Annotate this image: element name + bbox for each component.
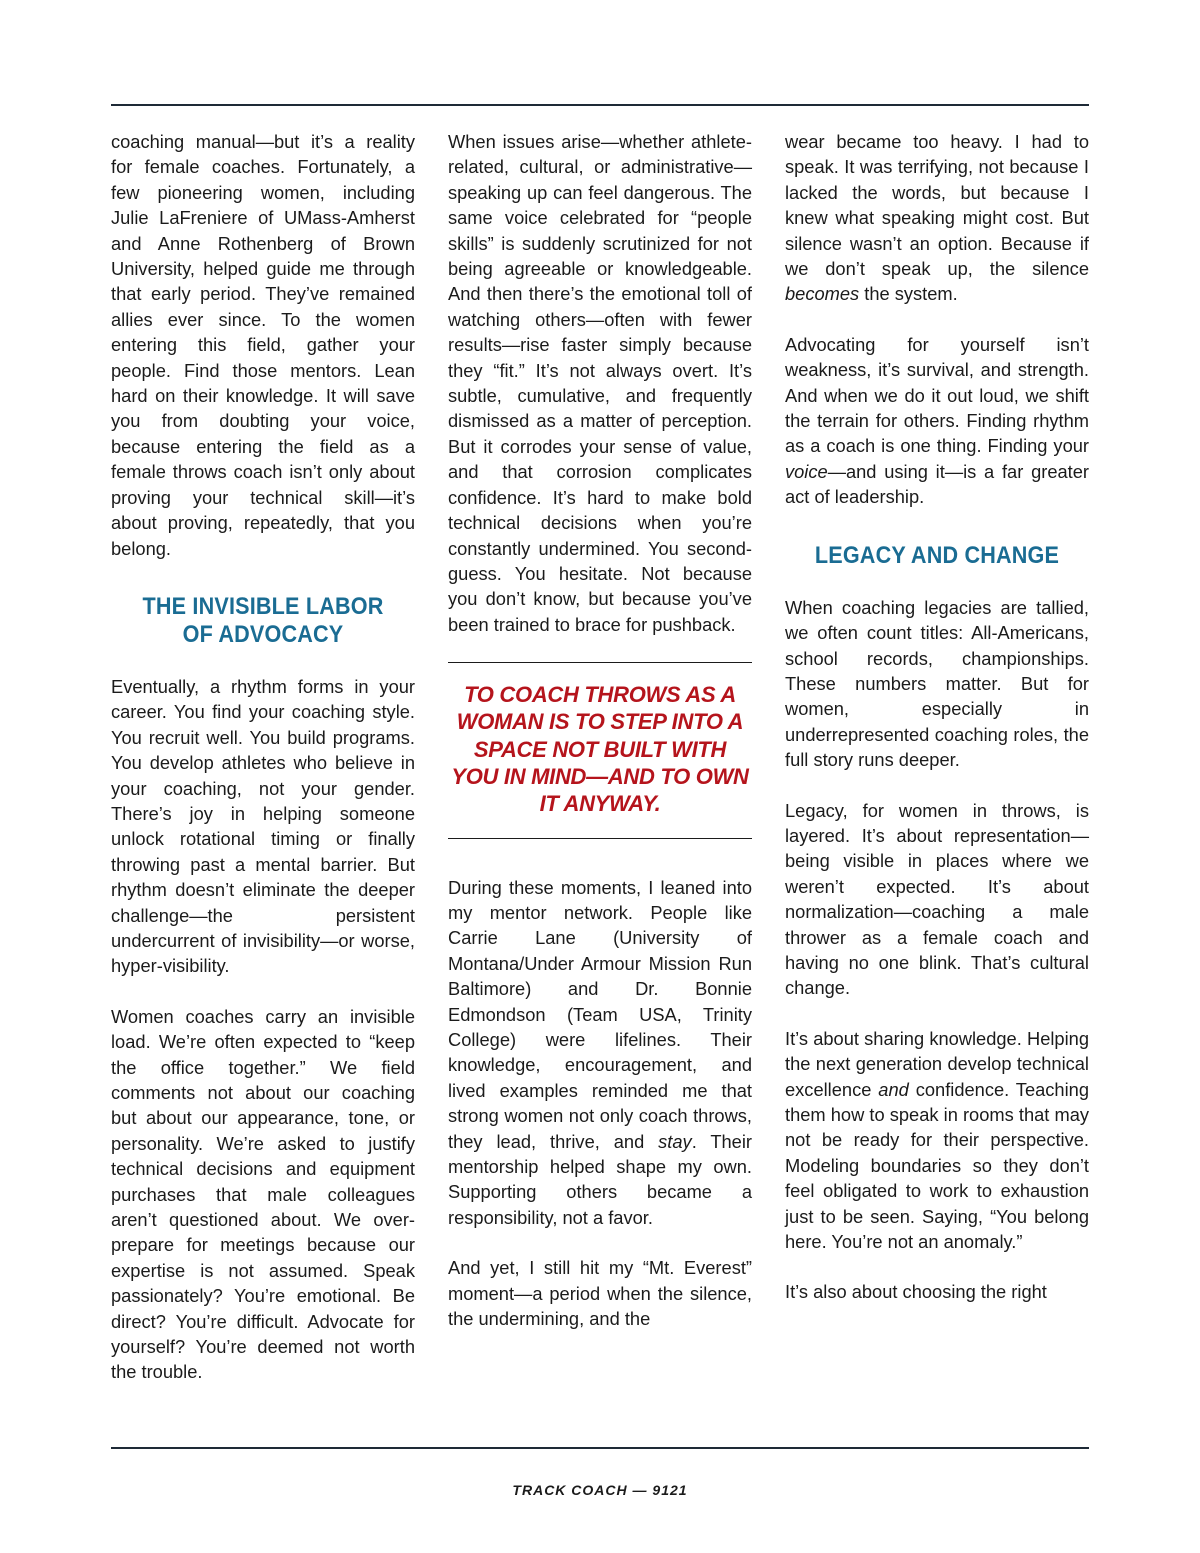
col3-p1-text-a: wear became too heavy. I had to speak. It was terrifying, not because I lacked the words, but because I knew what speaking might cost. But silence wasn’t an option. Because if we don’t speak up, the silence	[785, 131, 1089, 280]
pull-quote	[448, 662, 752, 838]
col3-paragraph-3: When coaching legacies are tallied, we often count titles: All-Americans, school records, championships. These numbers matter. But for women, especially in underrepresented coaching roles, the full story runs deeper.	[785, 596, 1089, 771]
col1-paragraph-2: Eventually, a rhythm forms in your career. You find your coaching style. You recruit well. You build programs. You develop athletes who believe in your coaching, not your gender. There’s joy in helping someone unlock rotational timing or finally throwing past a mental barrier. But rhythm doesn’t eliminate the deeper challenge—the persistent undercurrent of invisibility—or worse, hyper-visibility.	[111, 675, 415, 977]
col2-paragraph-2	[448, 875, 752, 1231]
column-3	[785, 129, 1089, 1330]
col3-paragraph-2	[785, 332, 1089, 510]
col2-paragraph-3: And yet, I still hit my “Mt. Everest” moment—a period when the silence, the undermining, and the	[448, 1257, 752, 1330]
col3-p2-text-a: Advocating for yourself isn’t weakness, it’s survival, and strength. And when we do it out loud, we shift the terrain for others. Finding rhythm as a coach is one thing. Finding your	[785, 333, 1089, 457]
col1-paragraph-1: coaching manual—but it’s a reality for female coaches. Fortunately, a few pioneering women, including Julie LaFreniere of UMass-Amherst and Anne Rothenberg of Brown University, helped guide me through that early period. They’ve remained allies ever since. To the women entering this field, gather your people. Find those mentors. Lean hard on their knowledge. It will save you from doubting your voice, because entering the field as a female throws coach isn’t only about proving your technical skill—it’s about proving, repeatedly, that you belong.	[111, 131, 415, 559]
col3-p1-emphasis: becomes	[785, 283, 860, 305]
pull-quote-text: TO COACH THROWS AS A WOMAN IS TO STEP INTO A SPACE NOT BUILT WITH YOU IN MIND—AND TO OWN IT ANYWAY.	[451, 682, 749, 817]
column-1	[111, 129, 415, 1410]
col3-paragraph-1	[785, 129, 1089, 307]
col3-paragraph-6: It’s also about choosing the right	[785, 1281, 1047, 1303]
col2-p2-text-b: . Their mentorship helped shape my own. Supporting others became a responsibility, not a favor.	[448, 1130, 753, 1228]
col3-p1-text-b: the system.	[859, 283, 958, 305]
col3-paragraph-5	[785, 1026, 1089, 1255]
col3-p5-emphasis: and	[878, 1078, 909, 1100]
col3-p2-emphasis: voice	[785, 460, 828, 482]
section-heading-legacy: LEGACY AND CHANGE	[814, 541, 1060, 569]
col2-p2-emphasis: stay	[658, 1130, 692, 1152]
bottom-rule	[111, 1447, 1089, 1449]
top-rule	[111, 104, 1089, 106]
col1-paragraph-3: Women coaches carry an invisible load. We’re often expected to “keep the office together.” We field comments not about our coaching but about our appearance, tone, or personality. We’re asked to justify technical decisions and equipment purchases that male colleagues aren’t questioned about. We over-prepare for meetings because our expertise is not assumed. Speak passionately? You’re emotional. Be direct? You’re difficult. Advocate for yourself? You’re deemed not worth the trouble.	[111, 1005, 415, 1383]
col3-p5-text-a: It’s about sharing knowledge. Helping the next generation develop technical excellence	[785, 1027, 1089, 1100]
section-heading-invisible-labor: THE INVISIBLE LABOR OF ADVOCACY	[142, 592, 384, 648]
col2-paragraph-1: When issues arise—whether athlete-related, cultural, or administrative—speaking up can feel dangerous. The same voice celebrated for “people skills” is suddenly scrutinized for not being agreeable or knowledgeable. And then there’s the emotional toll of watching others—often with fewer results—rise faster simply because they “fit.” It’s not always overt. It’s subtle, cumulative, and frequently dismissed as a matter of perception. But it corrodes your sense of value, and that corrosion complicates confidence. It’s hard to make bold technical decisions when you’re constantly undermined. You second-guess. You hesitate. Not because you don’t know, but because you’ve been trained to brace for pushback.	[448, 131, 752, 635]
col3-p5-text-b: confidence. Teaching them how to speak in rooms that may not be ready for their perspective. Modeling boundaries so they don’t feel obligated to work to exhaustion just to be seen. Saying, “You belong here. You’re not an anomaly.”	[785, 1078, 1089, 1253]
page-footer: TRACK COACH — 9121	[512, 1482, 688, 1498]
column-2	[448, 129, 752, 1357]
col3-p2-text-b: —and using it—is a far greater act of leadership.	[785, 460, 1089, 508]
col3-paragraph-4: Legacy, for women in throws, is layered. It’s about representation—being visible in places where we weren’t expected. It’s about normalization—coaching a male thrower as a female coach and having no one blink. That’s cultural change.	[785, 799, 1089, 999]
col2-p2-text-a: During these moments, I leaned into my mentor network. People like Carrie Lane (University of Montana/Under Armour Mission Run Baltimore) and Dr. Bonnie Edmondson (Team USA, Trinity College) were lifelines. Their knowledge, encouragement, and lived examples reminded me that strong women not only coach throws, they lead, thrive, and	[448, 876, 752, 1152]
